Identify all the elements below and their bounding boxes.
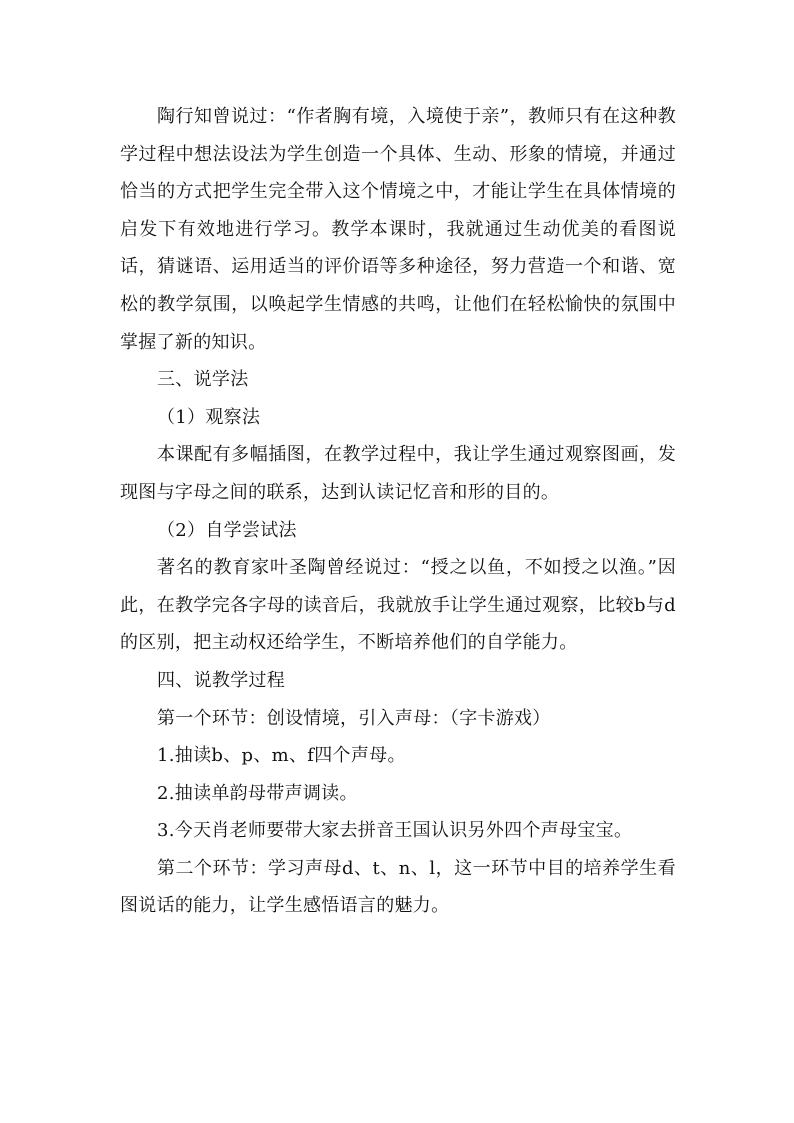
paragraph-tao-xingzhi: 陶行知曾说过：“作者胸有境，入境使于亲”，教师只有在这种教学过程中想法设法为学生创造一个具体、生动、形象的情境，并通过恰当的方式把学生完全带入这个情境之中，才能让学生在具体情境的启发下有效地进行学习。教学本课时，我就通过生动优美的看图说话，猜谜语、运用适当的评价语等多种途径，努力营造一个和谐、宽松的教学氛围，以唤起学生情感的共鸣，让他们在轻松愉快的氛围中掌握了新的知识。 [120, 106, 676, 353]
list-item-3: 3.今天肖老师要带大家去拼音王国认识另外四个声母宝宝。 [157, 820, 633, 842]
section-heading-teaching-process: 四、说教学过程 [157, 669, 286, 691]
list-item-2: 2.抽读单韵母带声调读。 [157, 782, 358, 804]
paragraph-second-stage: 第二个环节：学习声母d、t、n、l，这一环节中目的培养学生看图说话的能力，让学生感悟语言的魅力。 [120, 857, 676, 917]
document-body [120, 98, 676, 925]
subheading-observation-method: （1）观察法 [157, 406, 261, 428]
paragraph-observation-method: 本课配有多幅插图，在教学过程中，我让学生通过观察图画，发现图与字母之间的联系，达到认读记忆音和形的目的。 [120, 444, 676, 503]
paragraph-self-study-method: 著名的教育家叶圣陶曾经说过：“授之以鱼，不如授之以渔。”因此，在教学完各字母的读音后，我就放手让学生通过观察，比较b与d的区别，把主动权还给学生，不断培养他们的自学能力。 [120, 557, 676, 654]
paragraph-first-stage: 第一个环节：创设情境，引入声母：（字卡游戏） [157, 707, 551, 729]
list-item-1: 1.抽读b、p、m、f四个声母。 [157, 745, 406, 767]
subheading-self-study-method: （2）自学尝试法 [157, 519, 297, 541]
section-heading-learning-methods: 三、说学法 [157, 369, 249, 391]
